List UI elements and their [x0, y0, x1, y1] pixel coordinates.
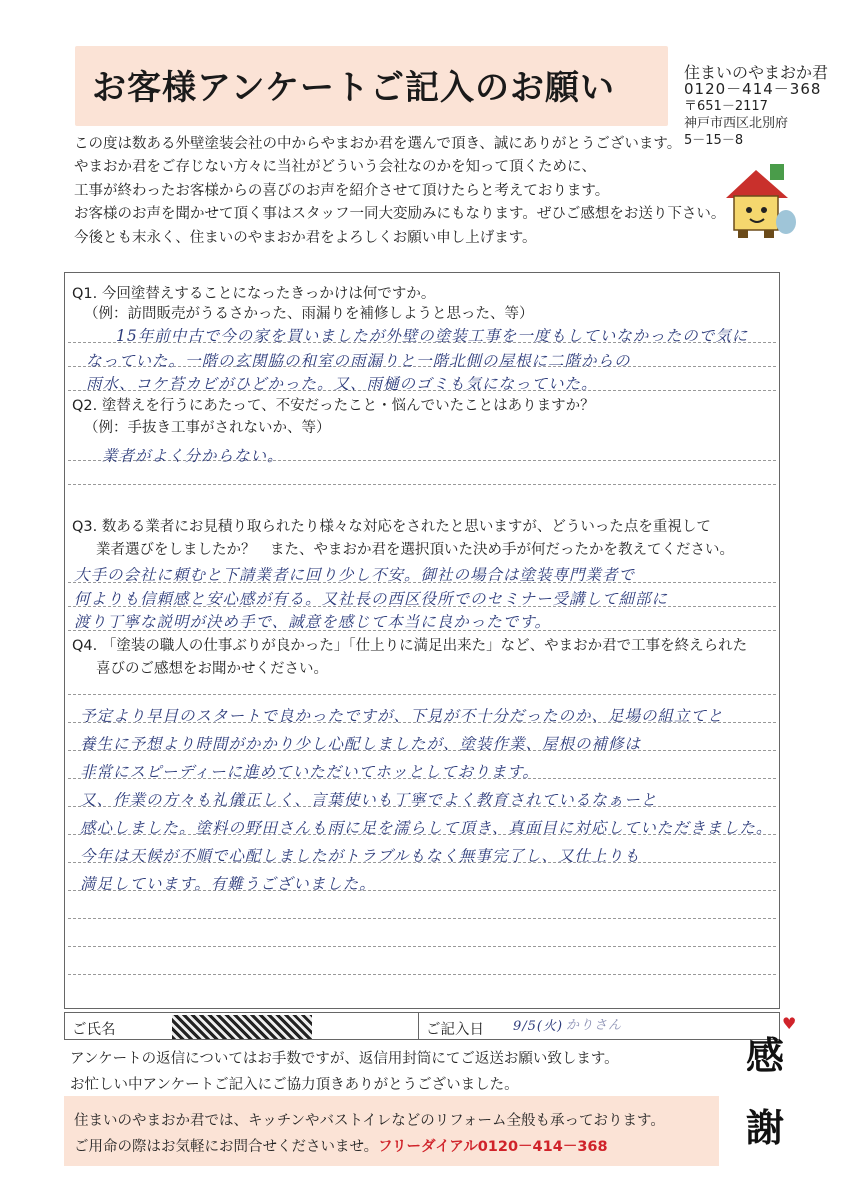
footer-line: アンケートの返信についてはお手数ですが、返信用封筒にてご返送お願い致します。 — [70, 1051, 619, 1067]
q2-example: （例：手抜き工事がされないか、等） — [84, 420, 331, 436]
q4-question: Q4. 「塗装の職人の仕事ぶりが良かった」「仕上りに満足出来た」など、やまおか君で工事を終えられた — [72, 638, 748, 654]
freedial-number: フリーダイアル0120－414－368 — [378, 1139, 608, 1155]
q1-question: Q1. 今回塗替えすることになったきっかけは何ですか。 — [72, 286, 436, 302]
company-postal: 〒651－2117 — [684, 99, 768, 114]
kansha-char: 感 — [745, 1033, 784, 1078]
intro-text — [74, 133, 725, 250]
reform-line: 住まいのやまおか君では、キッチンやバストイレなどのリフォーム全般も承っております。 — [74, 1113, 665, 1129]
footer-line: お忙しい中アンケートご記入にご協力頂きありがとうございました。 — [70, 1077, 519, 1093]
q1-answer-line: 15年前中古で今の家を買いましたが外壁の塗装工事を一度もしていなかったので気に — [116, 327, 749, 345]
q3-answer-line: 大手の会社に頼むと下請業者に回り少し不安。御社の場合は塗装専門業者で — [74, 566, 636, 584]
company-name: 住まいのやまおか君 — [684, 63, 829, 82]
q2-answer-line: 業者がよく分からない。 — [102, 447, 284, 465]
q2-question: Q2. 塗替えを行うにあたって、不安だったこと・悩んでいたことはありますか？ — [72, 398, 595, 414]
company-address-1: 神戸市西区北別府 — [684, 116, 789, 131]
mascot-house-icon — [716, 160, 798, 240]
intro-line: やまおか君をご存じない方々に当社がどういう会社なのかを知って頂くために、 — [74, 159, 596, 176]
q4-answer-line: 養生に予想より時間がかかり少し心配しましたが、塗装作業、屋根の補修は — [80, 735, 642, 753]
page-title: お客様アンケートご記入のお願い — [92, 68, 615, 108]
divider — [418, 1012, 419, 1040]
answer-line — [68, 484, 776, 485]
date-label: ご記入日 — [426, 1022, 484, 1038]
name-label: ご氏名 — [72, 1022, 116, 1038]
kansha-char: 謝 — [745, 1105, 784, 1150]
intro-line: お客様のお声を聞かせて頂く事はスタッフ一同大変励みにもなります。ぜひご感想をお送り下さい。 — [74, 206, 726, 223]
answer-line — [68, 918, 776, 919]
date-value: 9/5(火) — [513, 1019, 564, 1034]
q4-answer-line: 予定より早目のスタートで良かったですが、下見が不十分だったのか、足場の組立てと — [80, 707, 724, 725]
q4-answer-line: 今年は天候が不順で心配しましたがトラブルもなく無事完了し、又仕上りも — [80, 847, 641, 865]
answer-line — [68, 946, 776, 947]
q4-answer-line: 又、作業の方々も礼儀正しく、言葉使いも丁寧でよく教育されているなぁーと — [80, 791, 658, 809]
contact-note: ご用命の際はお気軽にお問合せくださいませ。 — [74, 1139, 379, 1155]
q3-answer-line: 何よりも信頼感と安心感が有る。又社長の西区役所でのセミナー受講して細部に — [74, 590, 669, 608]
q3-question: Q3. 数ある業者にお見積り取られたり様々な対応をされたと思いますが、どういった点を重視して — [72, 519, 711, 535]
q4-question-cont: 喜びのご感想をお聞かせください。 — [96, 661, 328, 677]
q3-question-cont: 業者選びをしましたか？ また、やまおか君を選択頂いた決め手が何だったかを教えてください。 — [96, 542, 734, 558]
kansha-stamp — [735, 1020, 795, 1164]
footer-text — [70, 1046, 619, 1098]
intro-line: この度は数ある外壁塗装会社の中からやまおか君を選んで頂き、誠にありがとうございます。 — [74, 136, 682, 152]
q1-answer-line: なっていた。一階の玄関脇の和室の雨漏りと一階北側の屋根に二階からの — [86, 352, 631, 370]
reform-line-2 — [74, 1134, 665, 1160]
company-address-2: 5－15－8 — [684, 133, 744, 148]
q4-answer-line: 満足しています。有難うございました。 — [80, 875, 376, 893]
intro-line: 工事が終わったお客様からの喜びのお声を紹介させて頂けたらと考えております。 — [74, 182, 610, 199]
intro-line: 今後とも末永く、住まいのやまおか君をよろしくお願い申し上げます。 — [74, 229, 537, 246]
answer-line — [68, 694, 776, 695]
q1-answer-line: 雨水、コケ苔カビがひどかった。又、雨樋のゴミも気になっていた。 — [86, 375, 598, 393]
heart-icon: ♥ — [782, 1014, 797, 1033]
q4-answer-line: 感心しました。塗料の野田さんも雨に足を濡らして頂き、真面目に対応していただきました。 — [80, 819, 773, 837]
redacted-name — [172, 1015, 312, 1039]
q4-answer-line: 非常にスピーディーに進めていただいてホッとしております。 — [80, 763, 539, 781]
q1-example: （例：訪問販売がうるさかった、雨漏りを補修しようと思った、等） — [84, 306, 534, 322]
answer-line — [68, 974, 776, 975]
signature: かりさん — [566, 1018, 623, 1033]
reform-text — [74, 1108, 665, 1160]
company-tel: 0120－414－368 — [684, 80, 822, 98]
q3-answer-line: 渡り丁寧な説明が決め手で、誠意を感じて本当に良かったです。 — [74, 613, 551, 631]
